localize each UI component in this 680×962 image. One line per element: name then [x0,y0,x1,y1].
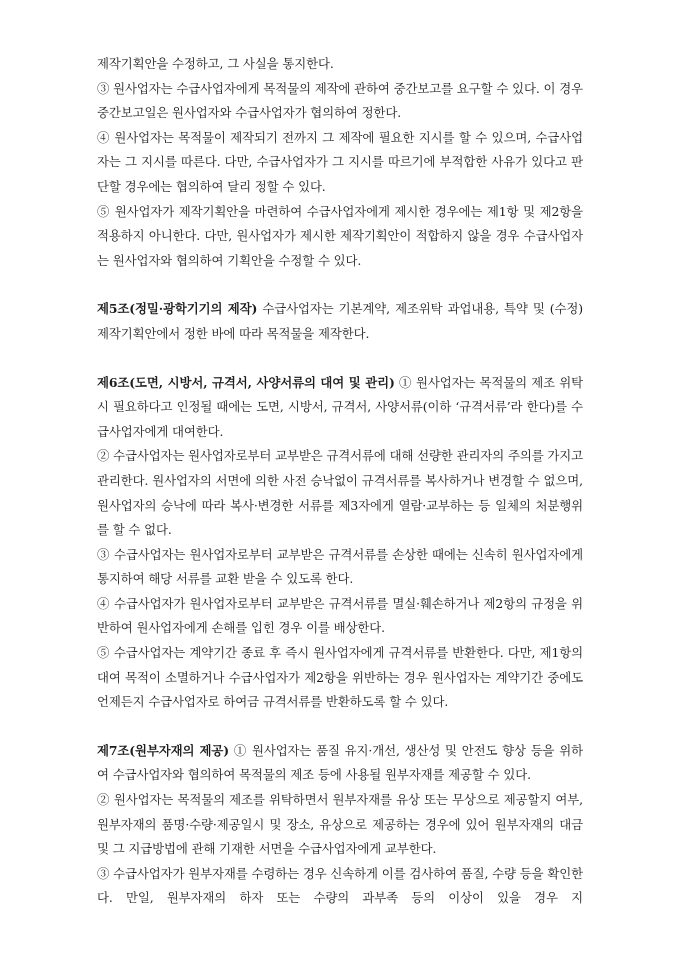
article-6-clause-1: ① 원사업자는 목적물의 제조 위탁시 필요하다고 인정될 때에는 도면, 시방서, 규격서, 사양서류(이하 ‘규격서류’라 한다)를 수급사업자에게 대여한다. [97,374,583,439]
document-body [97,52,583,911]
intro-line: 제작기획안을 수정하고, 그 사실을 통지한다. [97,56,334,71]
article-6-clause-2: ② 수급사업자는 원사업자로부터 교부받은 규격서류에 대해 선량한 관리자의 주의를 가지고 관리한다. 원사업자의 서면에 의한 사전 승낙없이 규격서류를 복사하거나 변경할 수 없으며, 원사업자의 승낙에 따라 복사·변경한 서류를 제3자에게 열람·교부하는 등 일체의 처분행위를 할 수 없다. [97,448,584,538]
article-6-clause-4: ④ 수급사업자가 원사업자로부터 교부받은 규격서류를 멸실·훼손하거나 제2항의 규정을 위반하여 원사업자에게 손해를 입힌 경우 이를 배상한다. [97,595,583,636]
clause-5: ⑤ 원사업자가 제작기획안을 마련하여 수급사업자에게 제시한 경우에는 제1항 및 제2항을 적용하지 아니한다. 다만, 원사업자가 제시한 제작기획안이 적합하지 않을 경우 수급사업자는 원사업자와 협의하여 기획안을 수정할 수 있다. [97,203,583,268]
article-6-title: 제6조(도면, 시방서, 규격서, 사양서류의 대여 및 관리) [97,374,395,390]
article-6 [97,371,583,715]
clause-3: ③ 원사업자는 수급사업자에게 목적물의 제작에 관하여 중간보고를 요구할 수 있다. 이 경우 중간보고일은 원사업자와 수급사업자가 협의하여 정한다. [97,80,583,121]
clause-4: ④ 원사업자는 목적물이 제작되기 전까지 그 제작에 필요한 지시를 할 수 있으며, 수급사업자는 그 지시를 따른다. 다만, 수급사업자가 그 지시를 따르기에 부적합한 사유가 있다고 판단할 경우에는 협의하여 달리 정할 수 있다. [97,129,583,194]
article-5 [97,297,583,346]
article-6-clause-5: ⑤ 수급사업자는 계약기간 종료 후 즉시 원사업자에게 규격서류를 반환한다. 다만, 제1항의 대여 목적이 소멸하거나 수급사업자가 제2항을 위반하는 경우 원사업자는 계약기간 중에도 언제든지 수급사업자로 하여금 규격서류를 반환하도록 할 수 있다. [97,645,583,710]
article-7-title: 제7조(원부자재의 제공) [97,742,230,758]
article-7-clause-3: ③ 수급사업자가 원부자재를 수령하는 경우 신속하게 이를 검사하여 품질, 수량 등을 확인한다. 만일, 원부자재의 하자 또는 수량의 과부족 등의 이상이 있을 경우 지 [97,865,583,906]
article-7-clause-2: ② 원사업자는 목적물의 제조를 위탁하면서 원부자재를 유상 또는 무상으로 제공할지 여부, 원부자재의 품명·수량·제공일시 및 장소, 유상으로 제공하는 경우에 있어 원부자재의 대금 및 그 지급방법에 관해 기재한 서면을 수급사업자에게 교부한다. [97,792,583,857]
article-6-clause-3: ③ 수급사업자는 원사업자로부터 교부받은 규격서류를 손상한 때에는 신속히 원사업자에게 통지하여 해당 서류를 교환 받을 수 있도록 한다. [97,546,583,587]
article-7 [97,739,583,911]
article-5-body: 수급사업자는 기본계약, 제조위탁 과업내용, 특약 및 (수정)제작기획안에서 정한 바에 따라 목적물을 제작한다. [97,301,583,341]
article-5-title: 제5조(정밀·광학기기의 제작) [97,301,258,317]
article-7-clause-1: ① 원사업자는 품질 유지·개선, 생산성 및 안전도 향상 등을 위하여 수급사업자와 협의하여 목적물의 제조 등에 사용될 원부자재를 제공할 수 있다. [97,742,583,783]
